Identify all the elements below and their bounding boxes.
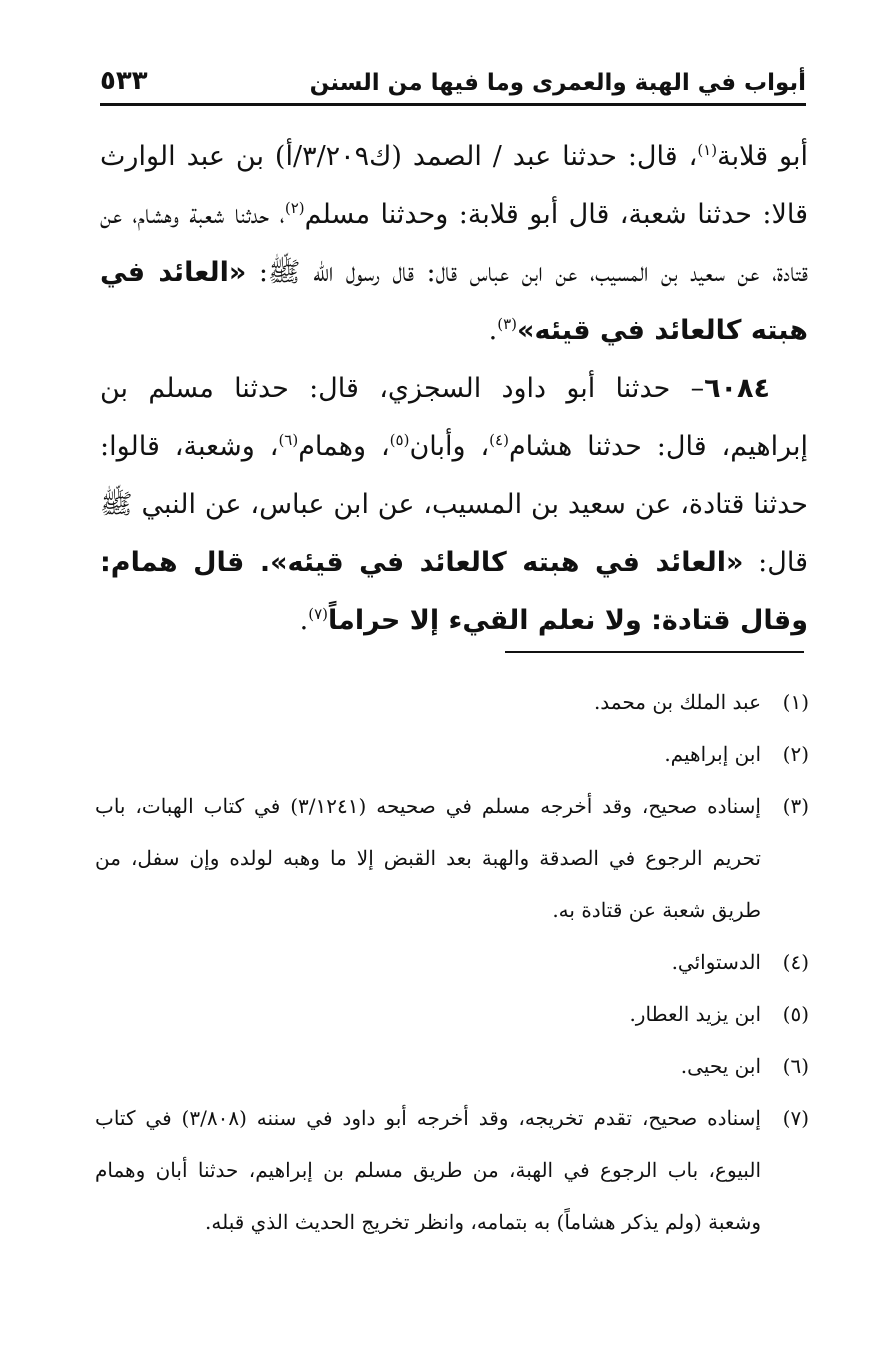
page-number: ٥٣٣ <box>100 66 148 96</box>
footnote-ref: (٤) <box>489 431 509 449</box>
footnote-ref: (٧) <box>308 605 328 623</box>
hadith-number: ٦٠٨٤ <box>704 373 770 404</box>
footnote <box>95 728 809 780</box>
running-title: أبواب في الهبة والعمرى وما فيها من السنن <box>309 70 806 96</box>
footnote-marker: (١) <box>782 690 809 714</box>
footnote-marker: (٤) <box>782 950 809 974</box>
text-run: . <box>299 605 309 636</box>
footnote-text: عبد الملك بن محمد. <box>593 690 761 714</box>
footnotes <box>95 676 809 1248</box>
hadith-entry <box>100 360 808 650</box>
footnote <box>95 676 809 728</box>
footnote-ref: (١) <box>697 141 718 159</box>
hadith-text: «العائد في هبته كالعائد في قيئه». قال همام: وقال قتادة: ولا نعلم القيء إلا حراماً <box>100 547 808 636</box>
paragraph-continuation <box>100 128 808 360</box>
footnote-marker: (٣) <box>782 794 809 818</box>
text-run: أبو قلابة <box>717 141 808 172</box>
text-run: ، قال: حدثنا عبد / الصمد (ك٣/٢٠٩/أ) بن عبد الوارث قالا: حدثنا شعبة، قال أبو قلابة: وحدثنا مسلم <box>100 141 808 230</box>
footnote-marker: (٧) <box>782 1106 809 1130</box>
footnote <box>95 1092 809 1248</box>
footnote-text: ابن إبراهيم. <box>664 742 761 766</box>
text-run: . <box>488 315 498 346</box>
footnote-marker: (٢) <box>782 742 809 766</box>
footnote-ref: (٥) <box>389 431 410 449</box>
footnote-marker: (٥) <box>782 1002 809 1026</box>
footnote-ref: (٣) <box>497 315 518 333</box>
footnote-ref: (٦) <box>278 431 299 449</box>
footnote-text: ابن يحيى. <box>680 1054 761 1078</box>
footnote-text: ابن يزيد العطار. <box>629 1002 761 1026</box>
footnote-text: إسناده صحيح، تقدم تخريجه، وقد أخرجه أبو داود في سننه (٣/٨٠٨) في كتاب البيوع، باب الرجوع في الهبة، من طريق مسلم بن إبراهيم، حدثنا أبان وهمام وشعبة (ولم يذكر هشاماً) به بتمامه، وانظر تخريج الحديث الذي قبله. <box>95 1106 761 1234</box>
footnote-text: الدستوائي. <box>671 950 761 974</box>
footnote <box>95 988 809 1040</box>
footnote-text: إسناده صحيح، وقد أخرجه مسلم في صحيحه (٣/١٢٤١) في كتاب الهبات، باب تحريم الرجوع في الصدقة والهبة بعد القبض إلا ما وهبه لولده وإن سفل، من طريق شعبة عن قتادة به. <box>95 794 762 922</box>
header-rule <box>100 103 806 106</box>
text-run: ، وأبان <box>409 431 490 462</box>
footnote-ref: (٢) <box>284 199 305 217</box>
text-run: – حدثنا أبو داود السجزي، قال: حدثنا مسلم بن إبراهيم، قال: حدثنا هشام <box>100 373 808 462</box>
text-run: ، وهمام <box>298 431 390 462</box>
text-run: ، وشعبة، قالوا: حدثنا قتادة، عن سعيد بن المسيب، عن ابن عباس، عن النبي ﷺ قال: <box>100 431 808 578</box>
footnote <box>95 1040 809 1092</box>
hadith-text: «العائد في هبته كالعائد في قيئه» <box>100 257 808 346</box>
footnote-marker: (٦) <box>782 1054 809 1078</box>
text-run: ، حدثنا شعبة وهشام، عن قتادة، عن سعيد بن المسيب، عن ابن عباس قال: قال رسول الله ﷺ: <box>100 199 809 288</box>
footnote <box>95 936 809 988</box>
main-text <box>100 128 808 650</box>
footnote <box>95 780 809 936</box>
page-header <box>100 66 806 106</box>
footnote-separator <box>505 651 804 653</box>
